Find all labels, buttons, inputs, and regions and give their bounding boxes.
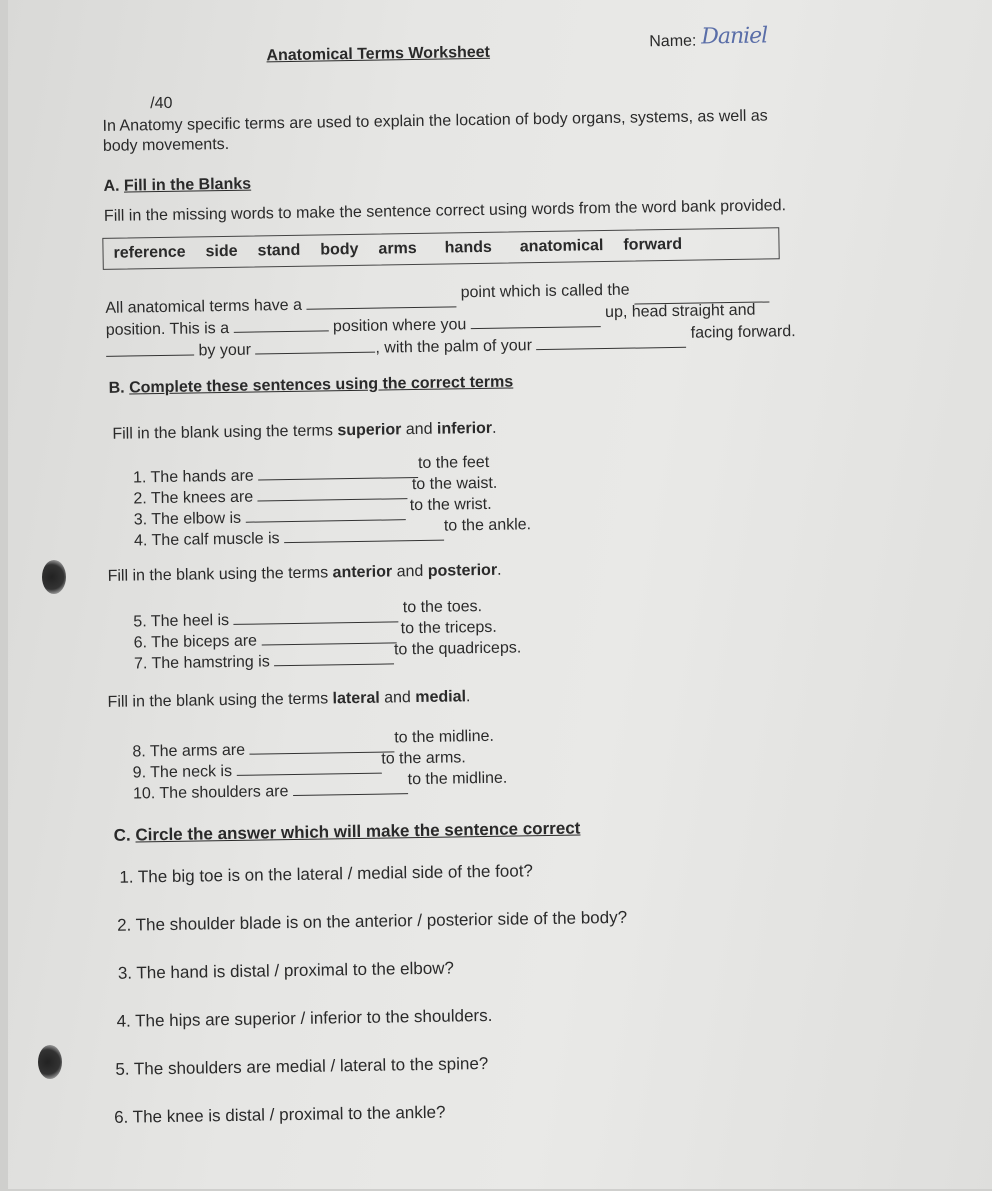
word-bank-item: anatomical [519, 237, 604, 256]
section-title: Fill in the Blanks [123, 175, 252, 195]
intro-line-2: body movements. [102, 135, 230, 155]
section-a-instruction: Fill in the missing words to make the sentence correct using words from the word bank provided. [103, 197, 787, 225]
blank[interactable] [234, 329, 329, 332]
text: up, head straight and [604, 301, 756, 322]
blank[interactable] [106, 353, 194, 356]
text: to the ankle. [443, 516, 532, 535]
text: to the midline. [394, 727, 495, 747]
answer-blank[interactable] [246, 518, 406, 523]
circle-question: 5. The shoulders are medial / lateral to the spine? [115, 1053, 489, 1079]
text: to the quadriceps. [393, 639, 522, 659]
word-bank-item: hands [444, 238, 492, 257]
text: anterior [332, 563, 393, 582]
text: and [379, 689, 416, 707]
name-label: Name: [649, 32, 697, 51]
group-instruction [112, 420, 496, 444]
answer-blank[interactable] [274, 662, 394, 666]
answer-blank[interactable] [250, 750, 395, 754]
text: 9. [132, 764, 147, 782]
section-title: Complete these sentences using the correct terms [128, 373, 514, 397]
text: position where you [332, 316, 467, 336]
score: /40 [150, 94, 173, 113]
text: 5. [133, 613, 147, 631]
text: posterior [427, 561, 498, 580]
circle-question: 4. The hips are superior / inferior to the shoulders. [116, 1005, 493, 1031]
text: The neck is [150, 762, 233, 782]
text: The heel is [150, 611, 230, 631]
text: 6. [133, 634, 148, 652]
text: The shoulders are [159, 783, 289, 803]
text: Fill in the blank using the terms [107, 564, 333, 585]
text: The knees are [150, 488, 254, 508]
word-bank-item: side [205, 242, 238, 261]
word-bank-item: reference [113, 243, 186, 262]
text: . [491, 419, 497, 437]
text: The elbow is [151, 509, 242, 529]
circle-question: 6. The knee is distal / proximal to the ankle? [113, 1102, 446, 1127]
answer-blank[interactable] [237, 772, 382, 776]
circle-question: 2. The shoulder blade is on the anterior / posterior side of the body? [116, 907, 628, 935]
section-letter: C. [113, 825, 131, 845]
intro-line-1: In Anatomy specific terms are used to explain the location of body organs, systems, as well as [102, 107, 768, 135]
blank[interactable] [536, 346, 686, 350]
text: . [465, 688, 471, 706]
text: The calf muscle is [151, 530, 280, 550]
text: The hands are [150, 467, 254, 487]
circle-question: 3. The hand is distal / proximal to the elbow? [117, 958, 455, 983]
word-bank-item: stand [257, 241, 301, 260]
text: superior [337, 421, 402, 440]
text: medial [415, 688, 467, 707]
text: The arms are [149, 741, 246, 761]
text: facing forward. [690, 323, 796, 342]
text: 4. [133, 532, 148, 550]
answer-blank[interactable] [234, 620, 399, 625]
section-title: Circle the answer which will make the sentence correct [135, 818, 581, 845]
answer-blank[interactable] [293, 792, 408, 796]
text: The biceps are [151, 632, 258, 652]
section-letter: B. [108, 379, 125, 397]
group-instruction [107, 688, 470, 712]
answer-blank[interactable] [261, 641, 396, 645]
text: to the midline. [407, 769, 508, 789]
blank[interactable] [306, 305, 456, 309]
text: position. This is a [105, 319, 230, 339]
text: lateral [332, 689, 380, 708]
text: to the feet [417, 453, 490, 472]
text: , with the palm of your [375, 337, 533, 357]
text: 10. [132, 785, 156, 803]
word-bank [102, 227, 779, 270]
worksheet-title: Anatomical Terms Worksheet [266, 43, 491, 65]
text: 2. [133, 490, 147, 508]
answer-blank[interactable] [258, 476, 418, 481]
text: 7. [133, 655, 148, 673]
circle-question: 1. The big toe is on the lateral / medial side of the foot? [119, 861, 534, 887]
blank[interactable] [256, 351, 376, 355]
section-c-heading [114, 818, 581, 845]
name-signature: Daniel [701, 23, 768, 50]
text: All anatomical terms have a [105, 296, 303, 317]
text: and [401, 420, 438, 439]
text: Fill in the blank using the terms [112, 422, 338, 443]
section-a-heading [103, 176, 251, 196]
section-letter: A. [103, 177, 120, 195]
blank[interactable] [471, 325, 601, 329]
text: 8. [132, 743, 146, 761]
text: 1. [132, 469, 147, 487]
text: to the waist. [411, 474, 498, 494]
word-bank-item: arms [378, 239, 417, 258]
text: The hamstring is [151, 653, 270, 673]
word-bank-item: body [320, 240, 359, 259]
text: to the wrist. [409, 495, 492, 515]
text: . [496, 561, 502, 579]
group-instruction [107, 562, 501, 586]
text: point which is called the [460, 281, 630, 302]
word-bank-item: forward [623, 235, 683, 254]
text: to the toes. [402, 598, 483, 617]
text: to the triceps. [400, 618, 497, 638]
text: inferior [436, 419, 493, 438]
text: 3. [133, 511, 148, 529]
text: Fill in the blank using the terms [107, 690, 333, 711]
text: and [392, 562, 428, 581]
answer-blank[interactable] [258, 497, 408, 501]
section-b-heading [109, 373, 514, 397]
text: to the arms. [381, 749, 466, 768]
answer-blank[interactable] [284, 539, 444, 544]
text: by your [198, 341, 252, 360]
